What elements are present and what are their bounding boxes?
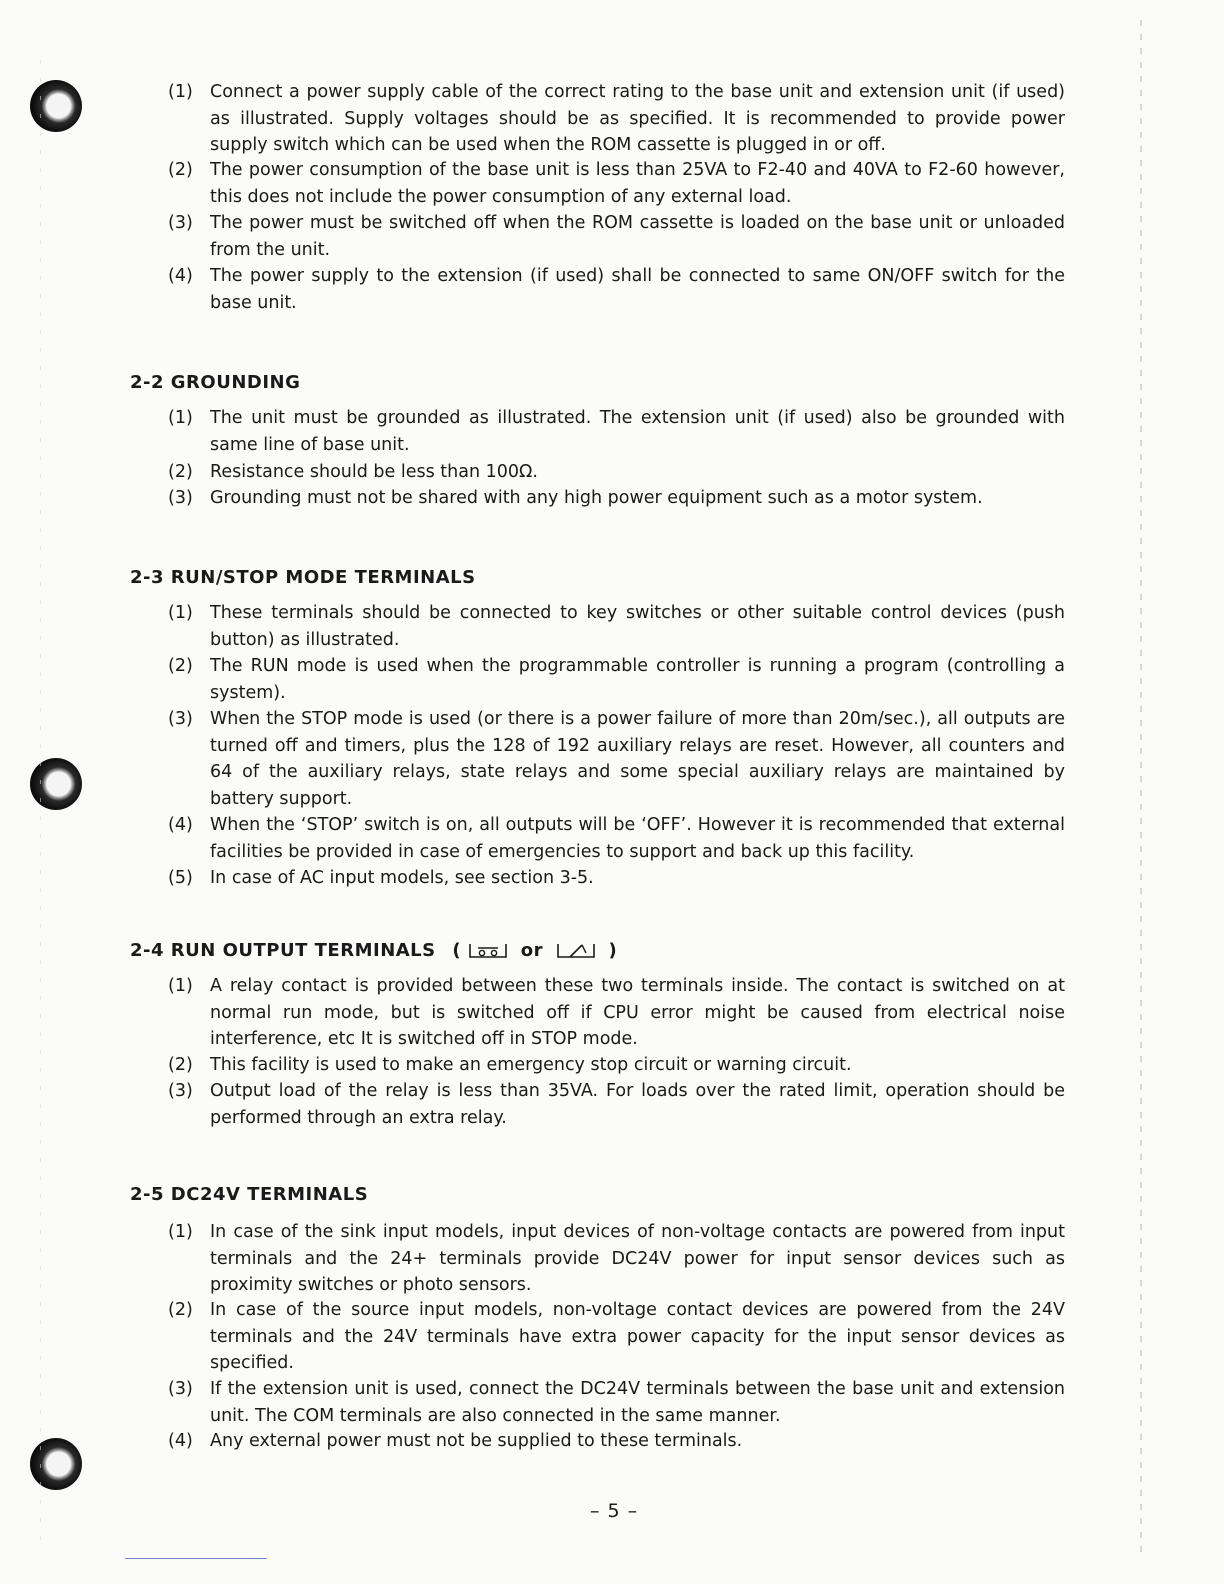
item-text: In case of the sink input models, input devices of non-voltage contacts are powered from input terminals and the 24+ terminals provide DC24V power for input sensor devices such as proximity switches or photo sensors.	[210, 1222, 1065, 1295]
item-text: Output load of the relay is less than 35VA. For loads over the rated limit, operation should be performed through an extra relay.	[210, 1081, 1065, 1128]
heading-or: or	[520, 940, 543, 961]
item-number: (1)	[168, 1222, 193, 1242]
item-number: (4)	[168, 815, 193, 835]
item-number: (3)	[168, 1081, 193, 1101]
item-text: If the extension unit is used, connect the DC24V terminals between the base unit and extension unit. The COM terminals are also connected in the same manner.	[210, 1379, 1065, 1426]
item-number: (2)	[168, 1055, 193, 1075]
item-text: These terminals should be connected to key switches or other suitable control devices (push button) as illustrated.	[210, 603, 1065, 650]
item-text: Any external power must not be supplied to these terminals.	[210, 1431, 743, 1451]
item-text: In case of the source input models, non-voltage contact devices are powered from the 24V terminals and the 24V terminals have extra power capacity for the input sensor devices as specified.	[210, 1300, 1065, 1373]
binder-hole-top	[30, 80, 82, 132]
section-heading-run-stop: 2-3 RUN/STOP MODE TERMINALS	[130, 567, 476, 588]
item-text: The power must be switched off when the ROM cassette is loaded on the base unit or unloaded from the unit.	[210, 213, 1065, 260]
item-number: (1)	[168, 976, 193, 996]
normally-open-contact-icon	[468, 942, 508, 960]
section-heading-dc24v: 2-5 DC24V TERMINALS	[130, 1184, 369, 1205]
item-number: (1)	[168, 408, 193, 428]
item-number: (3)	[168, 488, 193, 508]
item-number: (1)	[168, 603, 193, 623]
item-text: The power supply to the extension (if used) shall be connected to same ON/OFF switch for the base unit.	[210, 266, 1065, 313]
item-text: Grounding must not be shared with any high power equipment such as a motor system.	[210, 488, 983, 508]
scan-edge-right	[1140, 20, 1142, 1560]
item-number: (1)	[168, 82, 193, 102]
binder-hole-bottom	[30, 1438, 82, 1490]
page-number: – 5 –	[590, 1500, 639, 1522]
item-text: When the ‘STOP’ switch is on, all outputs will be ‘OFF’. However it is recommended that external facilities be provided in case of emergencies to support and back up this facility.	[210, 815, 1065, 862]
bottom-divider	[125, 1558, 267, 1559]
item-number: (2)	[168, 1300, 193, 1320]
heading-text: 2-4 RUN OUTPUT TERMINALS	[130, 940, 436, 961]
heading-paren-close: )	[608, 940, 618, 961]
item-text: In case of AC input models, see section 3-5.	[210, 868, 594, 888]
item-text: This facility is used to make an emergency stop circuit or warning circuit.	[210, 1055, 852, 1075]
item-number: (4)	[168, 1431, 193, 1451]
item-number: (5)	[168, 868, 193, 888]
heading-paren-open: (	[452, 940, 462, 961]
item-number: (3)	[168, 1379, 193, 1399]
item-number: (2)	[168, 462, 193, 482]
item-number: (4)	[168, 266, 193, 286]
item-text: The RUN mode is used when the programmable controller is running a program (controlling a system).	[210, 656, 1065, 703]
item-text: When the STOP mode is used (or there is a power failure of more than 20m/sec.), all outputs are turned off and timers, plus the 128 of 192 auxiliary relays are reset. However, all counters and 64 of the auxiliary relays, state relays and some special auxiliary relays are maintained by battery support.	[210, 709, 1065, 809]
item-text: Resistance should be less than 100Ω.	[210, 462, 538, 482]
item-text: Connect a power supply cable of the correct rating to the base unit and extension unit (if used) as illustrated. Supply voltages should be as specified. It is recommended to provide power supply switch which can be used when the ROM cassette is plugged in or off.	[210, 82, 1065, 155]
item-number: (3)	[168, 709, 193, 729]
item-text: A relay contact is provided between these two terminals inside. The contact is switched on at normal run mode, but is switched off if CPU error might be caused from electrical noise interference, etc It is switched off in STOP mode.	[210, 976, 1065, 1049]
item-number: (2)	[168, 656, 193, 676]
item-text: The unit must be grounded as illustrated. The extension unit (if used) also be grounded with same line of base unit.	[210, 408, 1065, 455]
item-text: The power consumption of the base unit is less than 25VA to F2-40 and 40VA to F2-60 however, this does not include the power consumption of any external load.	[210, 160, 1065, 207]
section-heading-run-output	[130, 939, 617, 963]
item-number: (2)	[168, 160, 193, 180]
binder-hole-middle	[30, 758, 82, 810]
item-number: (3)	[168, 213, 193, 233]
scan-edge-left	[40, 60, 41, 1540]
relay-contact-icon	[556, 942, 596, 960]
section-heading-grounding: 2-2 GROUNDING	[130, 372, 301, 393]
